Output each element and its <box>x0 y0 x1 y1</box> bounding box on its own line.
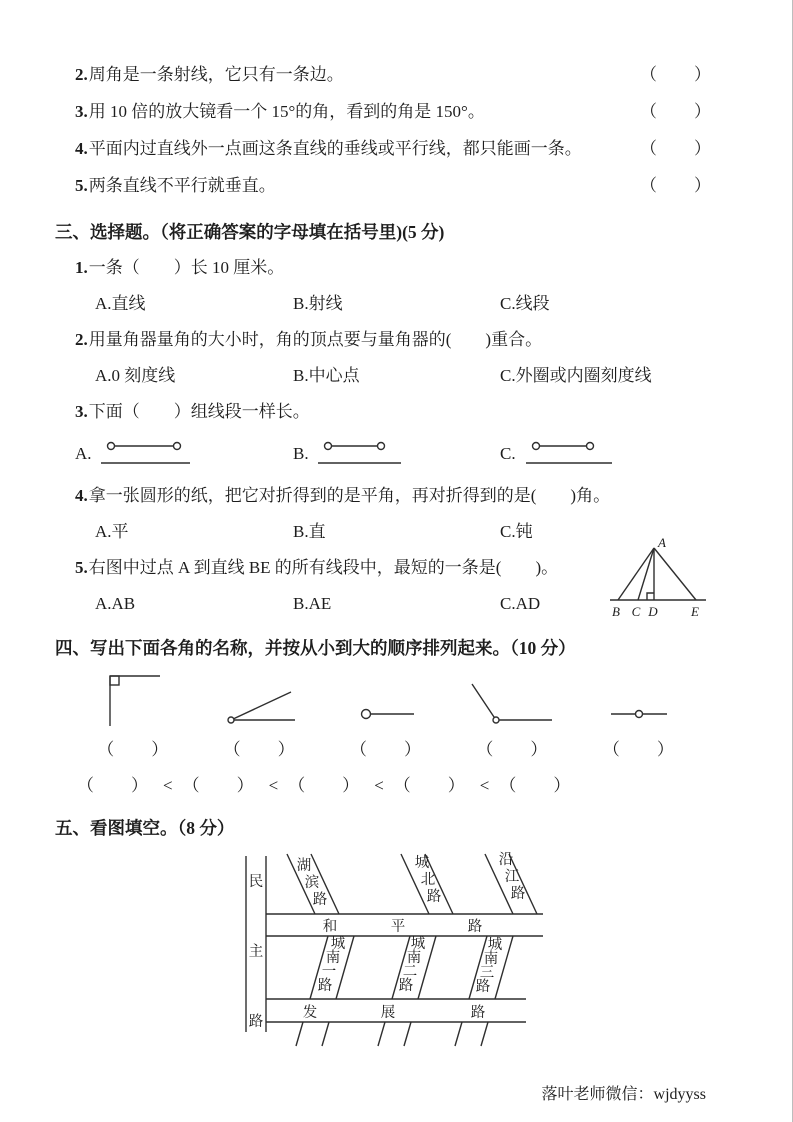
choice-section <box>55 214 712 622</box>
judge-item-3 <box>55 93 712 130</box>
option-a: A.平 <box>95 522 129 541</box>
street-chengnan2-lower-lines <box>378 1022 411 1046</box>
option-label: C. <box>500 444 516 463</box>
street-chengnan1-label: 城南一路 <box>317 936 346 994</box>
angle-figure-cell <box>196 668 322 732</box>
street-hubin-label: 湖滨路 <box>296 858 328 908</box>
judge-item-2 <box>55 56 712 93</box>
option-b: B.中心点 <box>293 366 360 385</box>
option-b: B.直 <box>293 522 326 541</box>
question-text: 右图中过点 A 到直线 BE 的所有线段中，最短的一条是( )。 <box>88 558 559 577</box>
less-than-sign: < <box>374 776 384 795</box>
point-label-b: B <box>612 604 620 619</box>
street-chengnan2-label: 城南二路 <box>398 936 426 994</box>
angle-figure-cell <box>576 668 702 732</box>
choice-q2-options <box>55 358 712 394</box>
item-number: 5. <box>75 176 88 195</box>
street-chengnan1-lower-lines <box>296 1022 329 1046</box>
judge-item-text <box>55 130 582 167</box>
choice-q2 <box>55 322 712 358</box>
right-angle-figure <box>100 668 166 732</box>
city-map <box>238 850 560 1060</box>
answer-bracket: （ ） <box>77 776 149 795</box>
street-fazhan-label: 发展路 <box>302 1005 486 1021</box>
item-statement: 两条直线不平行就垂直。 <box>88 176 276 195</box>
item-number: 1. <box>75 258 88 277</box>
street-heping-label: 和平路 <box>322 919 483 935</box>
map-section-title: 五、看图填空。（8 分） <box>55 818 235 838</box>
question-text: 下面（ ）组线段一样长。 <box>88 402 310 421</box>
judge-item-text <box>55 167 276 204</box>
street-yanjiang-label: 沿江路 <box>498 852 526 902</box>
choice-q3-options <box>55 430 712 478</box>
choice-q3 <box>55 394 712 430</box>
point-label-c: C <box>631 604 641 619</box>
angle-figure-cell <box>323 668 449 732</box>
choice-section-title: 三、选择题。（将正确答案的字母填在括号里)(5 分) <box>55 222 445 242</box>
less-than-sign: < <box>268 776 279 795</box>
angle-figures-row <box>55 666 712 732</box>
straight-angle-figure <box>607 668 671 732</box>
name-bracket-cell <box>323 732 449 768</box>
street-chengnan3-lower-lines <box>455 1022 488 1046</box>
triangle-figure <box>606 536 710 624</box>
item-number: 3. <box>75 402 88 421</box>
item-number: 2. <box>75 65 88 84</box>
option-a: A.0 刻度线 <box>95 366 176 385</box>
map-section <box>55 810 712 1060</box>
option-label: B. <box>293 444 309 463</box>
answer-bracket: （ ） <box>499 776 572 795</box>
answer-bracket: （ ） <box>393 776 466 795</box>
street-chengbei-label: 城北路 <box>414 855 442 905</box>
acute-angle-figure <box>221 668 299 732</box>
option-b: B.AE <box>293 594 332 613</box>
name-bracket-cell <box>70 732 196 768</box>
city-map-figure <box>238 850 560 1060</box>
answer-bracket: （ ） <box>223 740 296 759</box>
less-than-sign: < <box>479 776 490 795</box>
item-number: 2. <box>75 330 88 349</box>
angle-name-brackets-row <box>55 732 712 768</box>
judge-item-text <box>55 56 344 93</box>
option-a: A.直线 <box>95 294 146 313</box>
judge-item-5 <box>55 167 712 204</box>
angles-section-title: 四、写出下面各角的名称，并按从小到大的顺序排列起来。（10 分） <box>55 638 576 658</box>
name-bracket-cell <box>576 732 702 768</box>
option-label: A. <box>75 444 92 463</box>
option-a: A.AB <box>95 594 136 613</box>
option-c: C.外圈或内圈刻度线 <box>500 366 652 385</box>
item-number: 5. <box>75 558 88 577</box>
question-text: 一条（ ）长 10 厘米。 <box>88 258 285 277</box>
right-angle-marker <box>647 593 654 600</box>
answer-bracket: （ ） <box>640 102 712 121</box>
choice-q4 <box>55 478 712 514</box>
answer-bracket: （ ） <box>97 740 170 759</box>
answer-bracket: （ ） <box>602 740 675 759</box>
street-chengnan3-label: 城南三路 <box>475 937 503 995</box>
item-number: 4. <box>75 486 88 505</box>
judge-item-text <box>55 93 485 130</box>
option-c: C.钝 <box>500 522 533 541</box>
angles-section <box>55 630 712 804</box>
choice-q5-block <box>55 536 712 622</box>
item-statement: 周角是一条射线，它只有一条边。 <box>88 65 344 84</box>
angle-figure-cell <box>70 668 196 732</box>
answer-bracket: （ ） <box>640 65 712 84</box>
question-text: 拿一张圆形的纸，把它对折得到的是平角，再对折得到的是( )角。 <box>88 486 611 505</box>
answer-bracket: （ ） <box>182 776 255 795</box>
answer-bracket: （ ） <box>350 740 423 759</box>
item-number: 4. <box>75 139 88 158</box>
choice-q1 <box>55 250 712 286</box>
segment-pair-figure-c <box>522 437 616 471</box>
footer-contact: 落叶老师微信：wjdyyss <box>541 1086 706 1103</box>
item-statement: 用 10 倍的放大镜看一个 15°的角，看到的角是 150°。 <box>88 102 485 121</box>
full-angle-figure <box>354 668 418 732</box>
judge-item-4 <box>55 130 712 167</box>
option-b <box>293 437 500 471</box>
name-bracket-cell <box>196 732 322 768</box>
angle-figure-cell <box>449 668 575 732</box>
segment-pair-figure-b <box>315 437 407 471</box>
option-c: C.AD <box>500 594 541 613</box>
obtuse-angle-figure <box>466 668 558 732</box>
street-minzhu-label: 民主路 <box>248 874 264 1030</box>
point-label-e: E <box>691 604 699 619</box>
name-bracket-cell <box>449 732 575 768</box>
less-than-sign: < <box>163 776 173 795</box>
choice-q1-options <box>55 286 712 322</box>
segment-pair-figure-a <box>98 437 194 471</box>
point-label-a: A <box>658 536 666 550</box>
option-c: C.线段 <box>500 294 550 313</box>
option-a <box>75 437 293 471</box>
judge-section <box>55 56 712 204</box>
question-text: 用量角器量角的大小时，角的顶点要与量角器的( )重合。 <box>88 330 543 349</box>
option-b: B.射线 <box>293 294 343 313</box>
point-label-d: D <box>648 604 658 619</box>
option-c <box>500 437 712 471</box>
item-number: 3. <box>75 102 88 121</box>
answer-bracket: （ ） <box>476 740 549 759</box>
item-statement: 平面内过直线外一点画这条直线的垂线或平行线，都只能画一条。 <box>88 139 582 158</box>
answer-bracket: （ ） <box>640 139 712 158</box>
answer-bracket: （ ） <box>288 776 361 795</box>
order-compare-row <box>55 768 712 804</box>
answer-bracket: （ ） <box>640 176 712 195</box>
